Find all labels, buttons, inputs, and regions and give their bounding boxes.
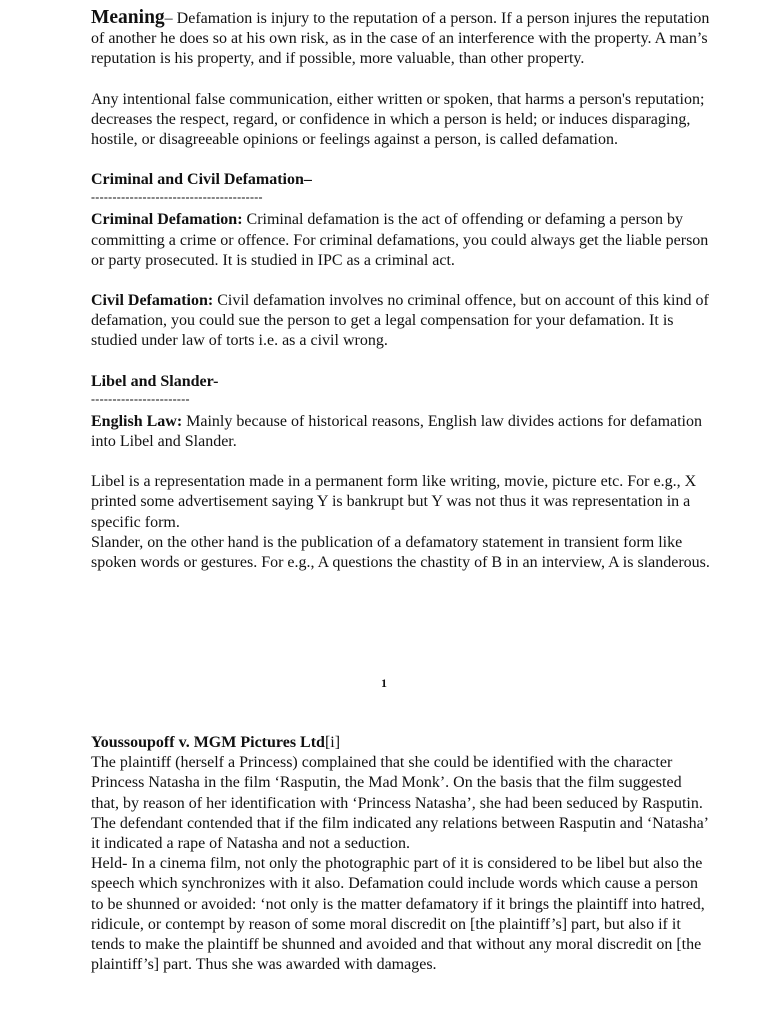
- criminal-defamation-text: Criminal defamation is the act of offending or defaming a person by committing a crime or offence. For criminal defamations, you could always get the liable person or party prosecuted. It is studied in IPC as a criminal act.: [91, 211, 709, 269]
- english-law-paragraph: [91, 412, 710, 452]
- case-heading: [91, 733, 710, 753]
- civil-defamation-text: Civil defamation involves no criminal offence, but on account of this kind of defamation, you could sue the person to get a legal compensation for your defamation. It is studied under law of torts i.e. as a civil wrong.: [91, 292, 709, 350]
- case-held-paragraph: Held- In a cinema film, not only the photographic part of it is considered to be libel but also the speech which synchronizes with it also. Defamation could include words which cause a person to be shunned or avoided: ‘not only is the matter defamatory if it brings the plaintiff into hatred, ridicule, or contempt by reason of some moral discredit on [the plaintiff’s] part, but also if it tends to make the plaintiff be shunned and avoided and that without any moral discredit on [the plaintiff’s] part. Thus she was awarded with damages.: [91, 855, 705, 974]
- definition-paragraph: Any intentional false communication, either written or spoken, that harms a person's reputation; decreases the respect, regard, or confidence in which a person is held; or induces disparaging, hostile, or disagreeable opinions or feelings against a person, is called defamation.: [91, 90, 705, 149]
- case-title: Youssoupoff v. MGM Pictures Ltd: [91, 734, 325, 751]
- meaning-text: – Defamation is injury to the reputation of a person. If a person injures the reputation of another he does so at his own risk, as in the case of an interference with the property. A man’s reputation is his property, and if possible, more valuable, than other property.: [91, 10, 710, 68]
- english-law-text: Mainly because of historical reasons, English law divides actions for defamation into Libel and Slander.: [91, 412, 702, 451]
- libel-slander-rule: -----------------------: [91, 391, 190, 406]
- case-section: [91, 733, 710, 975]
- page-number: 1: [381, 676, 387, 690]
- meaning-label: Meaning: [91, 7, 165, 28]
- civil-defamation-label: Civil Defamation:: [91, 292, 214, 310]
- libel-slander-heading: Libel and Slander-: [91, 372, 219, 390]
- meaning-paragraph: [91, 8, 710, 70]
- slander-paragraph: Slander, on the other hand is the publication of a defamatory statement in transient form like spoken words or gestures. For e.g., A questions the chastity of B in an interview, A is slanderous.: [91, 533, 710, 572]
- criminal-civil-heading: Criminal and Civil Defamation–: [91, 171, 312, 189]
- criminal-civil-rule: ----------------------------------------: [91, 190, 263, 205]
- civil-defamation-paragraph: [91, 291, 710, 352]
- criminal-defamation-paragraph: [91, 210, 710, 271]
- case-facts-paragraph: The plaintiff (herself a Princess) complained that she could be identified with the character Princess Natasha in the film ‘Rasputin, the Mad Monk’. On the basis that the film suggested that, by reason of her identification with ‘Princess Natasha’, she had been seduced by Rasputin. The defendant contended that if the film indicated any relations between Rasputin and ‘Natasha’ it indicated a rape of Natasha and not a seduction.: [91, 754, 708, 853]
- case-reference-link[interactable]: [i]: [324, 734, 341, 751]
- libel-paragraph: Libel is a representation made in a permanent form like writing, movie, picture etc. For e.g., X printed some advertisement saying Y is bankrupt but Y was not thus it was representation in a specific form.: [91, 473, 697, 531]
- criminal-defamation-label: Criminal Defamation:: [91, 211, 243, 229]
- english-law-label: English Law:: [91, 412, 183, 430]
